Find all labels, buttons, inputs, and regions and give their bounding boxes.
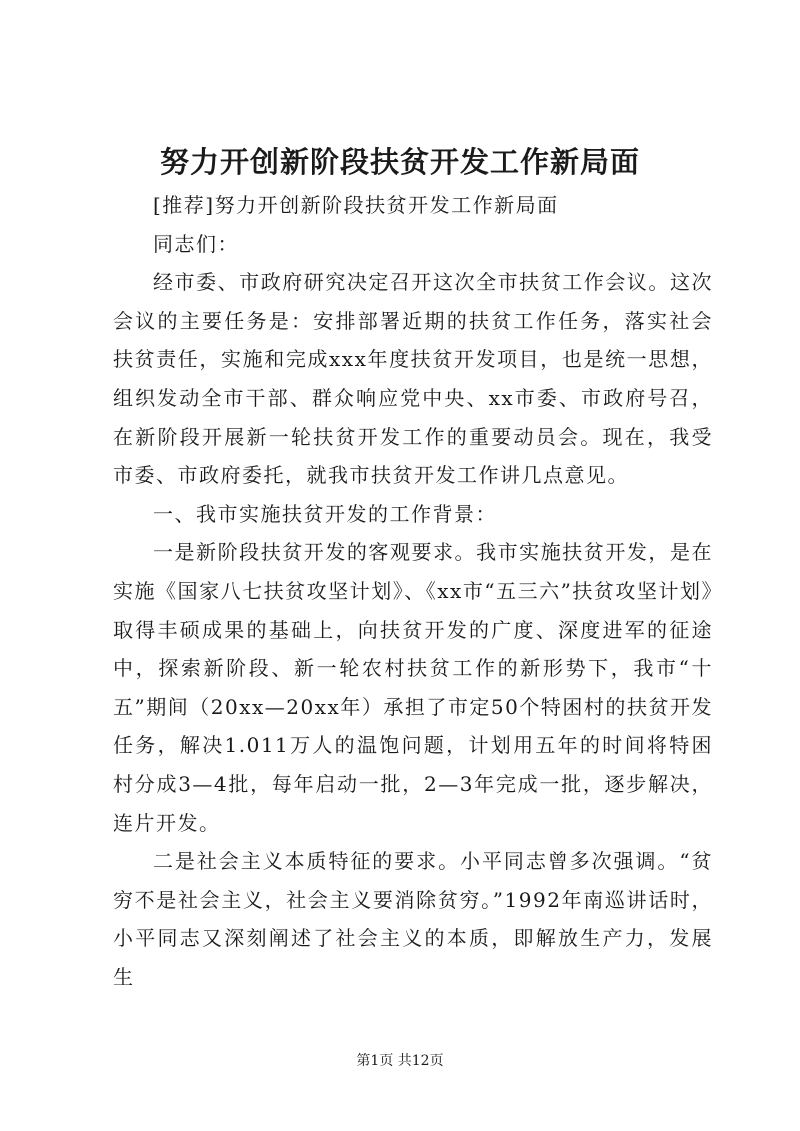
paragraph-salutation: 同志们： [153,231,239,256]
paragraph-intro: 经市委、市政府研究决定召开这次全市扶贫工作会议。这次会议的主要任务是：安排部署近期的扶贫工作任务，落实社会扶贫责任，实施和完成xxx年度扶贫开发项目，也是统一思想，组织发动全市干部、群众响应党中央、xx市委、市政府号召，在新阶段开展新一轮扶贫开发工作的重要动员会。现在，我受市委、市政府委托，就我市扶贫开发工作讲几点意见。 [113,270,713,488]
page-footer: 第1页 共12页 [356,1053,444,1069]
paragraph-recommend: [推荐]努力开创新阶段扶贫开发工作新局面 [153,193,559,217]
paragraph-point-one: 一是新阶段扶贫开发的客观要求。我市实施扶贫开发，是在实施《国家八七扶贫攻坚计划》、《xx市“五三六”扶贫攻坚计划》取得丰硕成果的基础上，向扶贫开发的广度、深度进军的征途中，探索新阶段、新一轮农村扶贫工作的新形势下，我市“十五”期间（20xx—20xx年）承担了市定50个特困村的扶贫开发任务，解决1.011万人的温饱问题，计划用五年的时间将特困村分成3—4批，每年启动一批，2—3年完成一批，逐步解决，连片开发。 [113,540,713,835]
paragraph-point-two: 二是社会主义本质特征的要求。小平同志曾多次强调。“贫穷不是社会主义，社会主义要消除贫穷。”1992年南巡讲话时，小平同志又深刻阐述了社会主义的本质，即解放生产力，发展生 [113,849,713,989]
document-body [113,186,713,996]
document-title: 努力开创新阶段扶贫开发工作新局面 [159,145,640,179]
section-heading: 一、我市实施扶贫开发的工作背景： [153,501,497,526]
